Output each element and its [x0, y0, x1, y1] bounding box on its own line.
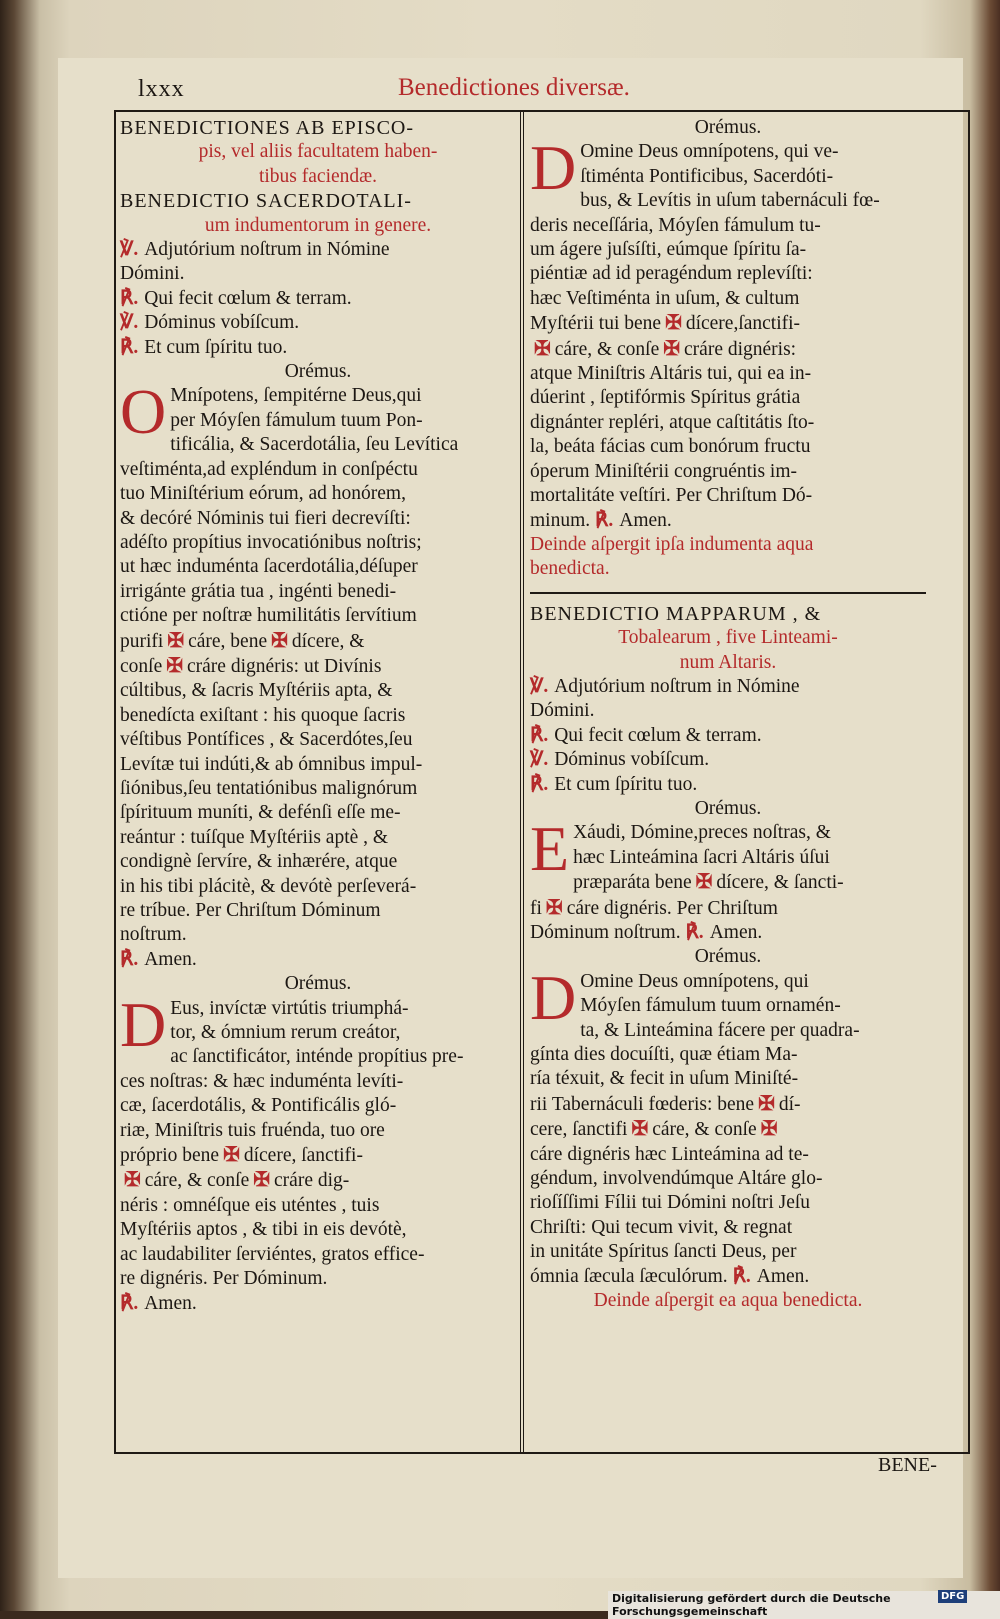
- text-line: ta, & Linteámina fácere per quadra-: [580, 1019, 860, 1041]
- oremus: Orémus.: [284, 973, 352, 995]
- text-line: Omine Deus omnípotens, qui: [580, 970, 809, 992]
- text-line: cáre dignéris hæc Linteámina ad te-: [530, 1143, 809, 1165]
- cross-icon: ✠: [663, 337, 681, 360]
- oremus: Orémus.: [694, 946, 762, 968]
- cross-icon: ✠: [665, 312, 682, 335]
- column-divider: [520, 112, 524, 1452]
- text-line: ces noſtras: & hæc induménta levíti-: [120, 1070, 404, 1092]
- text-line: Omine Deus omnípotens, qui ve-: [580, 141, 839, 163]
- response: [530, 773, 926, 797]
- text-line: & decóré Nóminis tui fieri decrevíſti:: [120, 507, 411, 529]
- oremus: Orémus.: [694, 117, 762, 138]
- text-line: Myſtériis aptos , & tibi in eis devótè,: [120, 1219, 407, 1241]
- cross-icon: ✠: [695, 871, 713, 894]
- cross-icon: ✠: [167, 629, 185, 652]
- cross-icon: ✠: [223, 1144, 240, 1167]
- versicle: [120, 238, 516, 262]
- rubric: Deinde aſpergit ea aqua benedicta.: [593, 1290, 863, 1312]
- response-mark: ℟.: [685, 922, 704, 943]
- text-line: adéſto propítius invocatiónibus noſtris;: [120, 531, 422, 553]
- drop-cap: D: [530, 132, 577, 204]
- text-line: re tríbue. Per Chriſtum Dóminum: [120, 900, 381, 921]
- prayer-paragraph: [530, 961, 926, 1289]
- heading: BENEDICTIONES AB EPISCO-: [120, 117, 415, 139]
- cross-icon: ✠: [271, 629, 288, 652]
- drop-cap: D: [530, 961, 577, 1033]
- response: [120, 948, 516, 972]
- response-mark: ℟.: [120, 287, 139, 309]
- text-line: ſtiménta Pontificibus, Sacerdóti-: [580, 165, 834, 187]
- text-line: ría téxuit, & fecit in uſum Miniſté-: [530, 1068, 799, 1090]
- text-line: Levítæ tui indúti,& ab ómnibus impul-: [120, 753, 423, 775]
- response-mark: ℟.: [530, 773, 549, 795]
- text-line: benedícta exiſtant : his quoque ſacris: [120, 704, 406, 726]
- dfg-logo: DFG: [938, 1590, 967, 1603]
- text-line: deris neceſſária, Móyſen fámulum tu-: [530, 214, 821, 236]
- drop-cap: E: [530, 813, 570, 885]
- cross-icon: ✠: [534, 337, 551, 360]
- text-line: Myſtérii tui bene ✠ dícere,ſanctifi-: [530, 312, 801, 335]
- text-line: tificália, & Sacerdotália, ſeu Levítica: [170, 434, 459, 456]
- text-line: irrigánte grátia tua , ingénti benedi-: [120, 580, 397, 602]
- versicle: [530, 675, 926, 699]
- response-mark: ℟.: [732, 1265, 751, 1287]
- prayer-paragraph: [120, 376, 516, 947]
- response-mark: ℟.: [120, 336, 139, 358]
- text-line: um ágere juſsíſti, eúmque ſpíritu ſa-: [530, 239, 807, 261]
- versicle-mark: ℣.: [120, 312, 139, 334]
- cross-icon: ✠: [166, 654, 183, 677]
- cross-icon: ✠: [631, 1118, 649, 1141]
- response: [120, 336, 516, 360]
- versicle-text: Adjutórium noſtrum in Nómine: [144, 239, 390, 261]
- prayer-paragraph: [530, 813, 926, 945]
- text-line: ctióne per noſtræ humilitátis ſervítium: [120, 605, 417, 627]
- text-line: cere, ſanctifi ✠ cáre, & conſe ✠: [530, 1117, 926, 1142]
- text-line: Dóminum noſtrum. ℟. Amen.: [530, 922, 763, 943]
- cross-icon: ✠: [760, 1118, 778, 1141]
- text-line: gínta dies docuíſti, quæ étiam Ma-: [530, 1044, 798, 1066]
- versicle-mark: ℣.: [530, 675, 549, 697]
- section-rule: [530, 592, 926, 594]
- response-mark: ℟.: [120, 1292, 139, 1314]
- response-text: Et cum ſpíritu tuo.: [144, 336, 288, 358]
- cross-icon: ✠: [545, 896, 563, 919]
- text-line: rii Tabernáculi fœderis: bene ✠ dí-: [530, 1092, 801, 1115]
- text-line: dúerint , ſeptifórmis Spíritus grátia: [530, 387, 801, 409]
- text-line: Mnípotens, ſempitérne Deus,qui: [170, 385, 422, 407]
- prayer-paragraph: [530, 132, 926, 533]
- text-line: ſiónibus,ſeu tentatiónibus malignórum: [120, 777, 418, 799]
- rubric: Deinde aſpergit ipſa indumenta aqua: [530, 533, 814, 555]
- response: [530, 724, 926, 748]
- text-line: Móyſen fámulum tuum ornamén-: [580, 995, 841, 1017]
- oremus: Orémus.: [694, 797, 762, 819]
- heading-red: um indumentorum in genere.: [204, 214, 432, 236]
- text-line: conſe ✠ cráre dignéris: ut Divínis: [120, 654, 382, 677]
- cross-icon: ✠: [758, 1092, 775, 1115]
- text-line: dignánter repléri, atque caſtitátis ſto-: [530, 411, 815, 433]
- text-line: Chriſti: Qui tecum vivit, & regnat: [530, 1216, 793, 1238]
- text-line: tor, & ómnium rerum creátor,: [170, 1022, 401, 1044]
- response-text: Amen.: [144, 948, 197, 970]
- text-line: ✠ cáre, & conſe ✠ cráre dig-: [120, 1168, 516, 1193]
- rubric: benedicta.: [530, 558, 610, 580]
- heading: BENEDICTIO MAPPARUM , &: [530, 602, 822, 625]
- text-line: ac laudabiliter ſerviéntes, gratos effice-: [120, 1243, 425, 1265]
- text-line: re dignéris. Per Dóminum.: [120, 1268, 328, 1290]
- response-text: Amen.: [144, 1292, 197, 1314]
- text-line: præparáta bene ✠ dícere, & ſancti-: [573, 871, 844, 894]
- text-line: cúltibus, & ſacris Myſtériis apta, &: [120, 680, 393, 702]
- text-line: bus, & Levítis in uſum tabernáculi fœ-: [580, 190, 880, 212]
- versicle-text: Dóminus vobíſcum.: [144, 312, 300, 334]
- heading-red: pis, vel aliis facultatem haben-: [198, 141, 438, 163]
- text-line: géndum, involvendúmque Altáre glo-: [530, 1168, 823, 1190]
- text-frame: [114, 110, 970, 1454]
- left-column: [120, 116, 516, 1316]
- response-text: Et cum ſpíritu tuo.: [554, 773, 698, 795]
- running-title: Benedictiones diversæ.: [398, 74, 630, 101]
- text-line: cæ, ſacerdotális, & Pontificális gló-: [120, 1095, 397, 1117]
- heading-red: tibus faciendæ.: [258, 165, 378, 187]
- versicle-text: Dóminus vobíſcum.: [554, 749, 710, 771]
- text-line: Xáudi, Dómine,preces noſtras, &: [573, 822, 831, 844]
- response-mark: ℟.: [530, 724, 549, 746]
- text-line: óperum Miniſtérii congruéntis im-: [530, 460, 797, 482]
- heading-red: num Altaris.: [679, 651, 777, 673]
- text-line: noſtrum.: [120, 924, 187, 946]
- drop-cap: D: [120, 988, 167, 1060]
- text-line: próprio bene ✠ dícere, ſanctifi-: [120, 1144, 363, 1167]
- folio-number: lxxx: [138, 76, 185, 102]
- text-line: véſtibus Pontífices , & Sacerdótes,ſeu: [120, 729, 413, 751]
- text-line: veſtiménta,ad expléndum in conſpéctu: [120, 458, 418, 480]
- versicle-text: Adjutórium noſtrum in Nómine: [554, 675, 800, 697]
- text-line: condignè ſervíre, & inhærére, atque: [120, 851, 398, 873]
- text-line: mortalitáte veſtíri. Per Chriſtum Dó-: [530, 485, 813, 507]
- prayer-paragraph: [120, 988, 516, 1292]
- digitization-credit: Digitalisierung gefördert durch die Deutsche Forschungsgemeinschaft: [608, 1591, 1000, 1619]
- response-text: Qui fecit cœlum & terram.: [554, 724, 762, 746]
- text-line: tuo Miniſtérium eórum, ad honórem,: [120, 483, 406, 505]
- text-line: fi ✠ cáre dignéris. Per Chriſtum: [530, 896, 778, 919]
- catchword: BENE-: [878, 1454, 937, 1476]
- right-column: [530, 116, 926, 1314]
- drop-cap: O: [120, 376, 167, 448]
- cross-icon: ✠: [253, 1169, 271, 1192]
- text-line: in his tibi plácitè, & devótè perſeverá-: [120, 875, 417, 897]
- text-line: hæc Veſtiménta in uſum, & cultum: [530, 287, 800, 309]
- oremus: Orémus.: [284, 361, 352, 383]
- text-line: piéntiæ ad id peragéndum replevíſti:: [530, 263, 813, 285]
- text-line: Dómini.: [120, 263, 185, 285]
- heading: BENEDICTIO SACERDOTALI-: [120, 190, 412, 213]
- text-line: purifi ✠ cáre, bene ✠ dícere, &: [120, 629, 365, 652]
- versicle-mark: ℣.: [530, 749, 549, 771]
- text-line: minum. ℟. Amen.: [530, 509, 672, 531]
- book-page: [58, 58, 963, 1578]
- text-line: hæc Linteámina ſacri Altáris úſui: [573, 846, 830, 868]
- text-line: reántur : tuíſque Myſtériis aptè , &: [120, 826, 389, 848]
- text-line: Eus, invíctæ virtútis triumphá-: [170, 997, 409, 1019]
- text-line: ut hæc induménta ſacerdotália,déſuper: [120, 556, 418, 578]
- response-mark: ℟.: [595, 509, 614, 531]
- response-mark: ℟.: [120, 948, 139, 970]
- text-line: in unitáte Spíritus ſancti Deus, per: [530, 1241, 797, 1263]
- text-line: la, beáta fácias cum bonórum fructu: [530, 436, 811, 458]
- text-line: néris : omnéſque eis uténtes , tuis: [120, 1194, 380, 1216]
- text-line: ómnia ſæcula ſæculórum. ℟. Amen.: [530, 1265, 810, 1287]
- response: [120, 287, 516, 311]
- text-line: riæ, Miniſtris tuis fruénda, tuo ore: [120, 1119, 385, 1141]
- response-text: Qui fecit cœlum & terram.: [144, 287, 352, 309]
- response: [120, 1292, 516, 1316]
- versicle: [120, 311, 516, 335]
- versicle: [530, 748, 926, 772]
- text-line: Dómini.: [530, 700, 595, 722]
- text-line: atque Miniſtris Altáris tui, qui ea in-: [530, 363, 812, 385]
- versicle-mark: ℣.: [120, 239, 139, 261]
- text-line: rioſíſſimi Fílii tui Dómini noſtri Jeſu: [530, 1192, 811, 1214]
- text-line: ac ſanctificátor, inténde propítius pre-: [170, 1046, 464, 1068]
- cross-icon: ✠: [124, 1169, 141, 1192]
- text-line: per Móyſen fámulum tuum Pon-: [170, 409, 423, 431]
- text-line: ſpírituum muníti, & defénſi eſſe me-: [120, 802, 401, 824]
- heading-red: Tobalearum , five Linteami-: [618, 627, 838, 649]
- text-line: ✠ cáre, & conſe ✠ cráre dignéris:: [530, 337, 926, 362]
